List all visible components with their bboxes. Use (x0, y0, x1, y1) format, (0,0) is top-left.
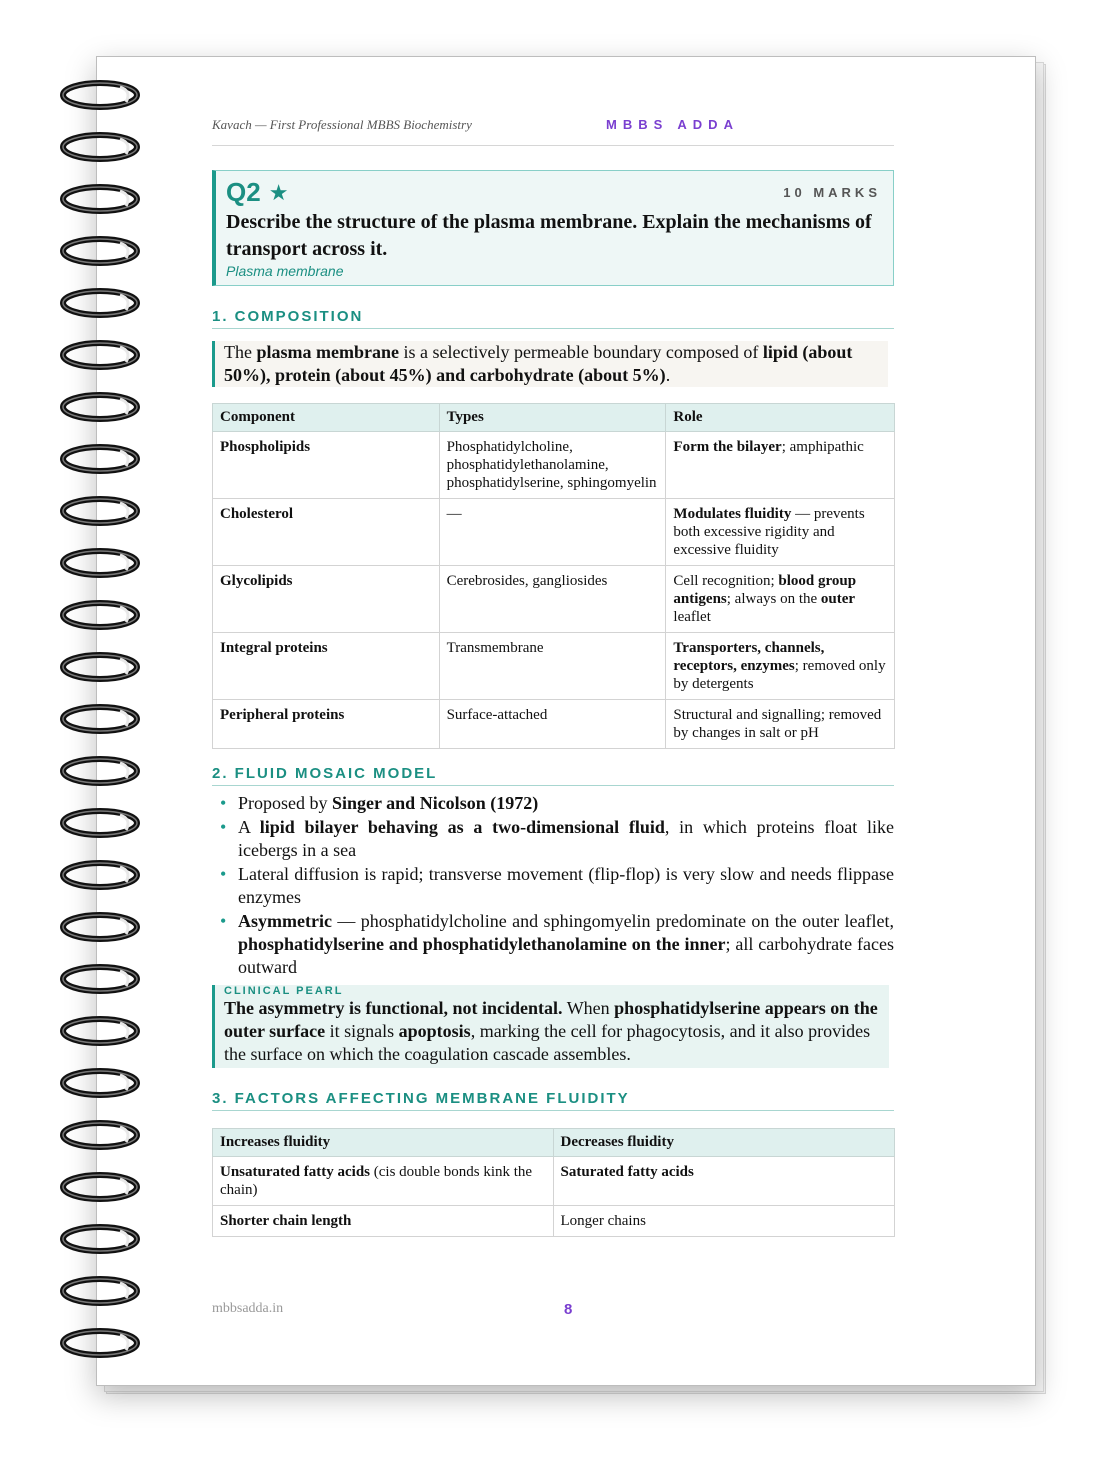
binding-ring-icon (60, 130, 140, 160)
table-row (213, 499, 895, 566)
role-cell (666, 700, 895, 749)
role-text: blood group antigens (673, 573, 857, 607)
types-cell: Cerebrosides, gangliosides (439, 566, 666, 633)
role-text: ; always on the (726, 591, 821, 607)
fluidity-table (212, 1128, 895, 1237)
lead-text: is a selectively permeable boundary composed of (398, 342, 763, 362)
role-cell (666, 432, 895, 499)
binding-ring-icon (60, 286, 140, 316)
page-footer (212, 1301, 894, 1318)
binding-ring-icon (60, 1326, 140, 1356)
component-name: Cholesterol (220, 506, 294, 522)
list-item (212, 816, 894, 862)
composition-table (212, 403, 895, 749)
role-text: Transporters, channels, receptors, enzymes (673, 640, 825, 674)
section-heading-fluid-mosaic: 2. FLUID MOSAIC MODEL (212, 765, 894, 786)
table-row (213, 566, 895, 633)
increases-cell (213, 1157, 554, 1206)
lead-text: The (224, 342, 257, 362)
binding-ring-icon (60, 702, 140, 732)
list-item (212, 792, 894, 815)
binding-ring-icon (60, 650, 140, 680)
types-cell: Surface-attached (439, 700, 666, 749)
running-title: Kavach — First Professional MBBS Biochemistry (212, 117, 472, 132)
decreases-cell (553, 1157, 894, 1206)
cell-bold: Saturated fatty acids (560, 1164, 694, 1180)
types-cell: Transmembrane (439, 633, 666, 700)
role-text: ; amphipathic (781, 439, 864, 455)
component-cell (213, 566, 440, 633)
cell-text: Longer chains (560, 1213, 646, 1229)
section-heading-composition: 1. COMPOSITION (212, 308, 894, 329)
role-text: — prevents both excessive rigidity and excessive fluidity (673, 506, 865, 558)
running-header (212, 117, 894, 146)
component-cell (213, 432, 440, 499)
table-row (213, 1206, 895, 1237)
binding-ring-icon (60, 390, 140, 420)
table-row (213, 633, 895, 700)
table-row (213, 700, 895, 749)
page-number: 8 (564, 1301, 573, 1318)
role-text: leaflet (673, 609, 711, 625)
table-header-row (213, 1129, 895, 1157)
bullet-icon: • (220, 911, 227, 931)
role-text: Form the bilayer (673, 439, 782, 455)
question-box (212, 170, 894, 286)
binding-ring-icon (60, 182, 140, 212)
footer-site: mbbsadda.in (212, 1301, 284, 1316)
binding-ring-icon (60, 1274, 140, 1304)
fluid-mosaic-list (212, 792, 894, 979)
binding-ring-icon (60, 754, 140, 784)
brand-name: MBBS ADDA (606, 117, 739, 132)
binding-ring-icon (60, 1014, 140, 1044)
bullet-text: Lateral diffusion is rapid; transverse movement (flip-flop) is very slow and needs flippase enzymes (238, 864, 894, 907)
component-name: Phospholipids (220, 439, 311, 455)
page-content (212, 117, 894, 1237)
clinical-pearl-text (224, 997, 885, 1066)
binding-ring-icon (60, 494, 140, 524)
table-header-row (213, 404, 895, 432)
lead-bold: lipid (about 50%), protein (about 45%) and carbohydrate (about 5%) (224, 342, 853, 385)
binding-ring-icon (60, 1118, 140, 1148)
binding-ring-icon (60, 546, 140, 576)
bullet-text: Proposed by (238, 793, 332, 813)
binding-ring-icon (60, 234, 140, 264)
role-text: Modulates fluidity (673, 506, 792, 522)
bullet-icon: • (220, 817, 227, 837)
bullet-text: phosphatidylserine and phosphatidylethanolamine on the inner (238, 934, 726, 954)
pearl-bold: phosphatidylserine appears on the outer surface (224, 998, 878, 1041)
binding-ring-icon (60, 338, 140, 368)
list-item (212, 910, 894, 979)
pearl-bold: The asymmetry is functional, not incidental. (224, 998, 563, 1018)
column-header: Types (439, 404, 666, 432)
pearl-bold: apoptosis (398, 1021, 471, 1041)
role-text: Structural and signalling; removed by changes in salt or pH (673, 707, 882, 741)
composition-lead (212, 341, 888, 387)
role-text: ; removed only by detergents (673, 658, 886, 692)
clinical-pearl-title: CLINICAL PEARL (224, 985, 344, 997)
column-header: Increases fluidity (213, 1129, 554, 1157)
question-marks: 10 MARKS (783, 185, 881, 200)
pearl-text: it signals (325, 1021, 399, 1041)
binding-ring-icon (60, 910, 140, 940)
bullet-icon: • (220, 793, 227, 813)
column-header: Component (213, 404, 440, 432)
bullet-text: Singer and Nicolson (1972) (332, 793, 539, 813)
section-heading-fluidity: 3. FACTORS AFFECTING MEMBRANE FLUIDITY (212, 1090, 894, 1111)
bullet-text: Asymmetric (238, 911, 332, 931)
decreases-cell (553, 1206, 894, 1237)
role-cell (666, 499, 895, 566)
role-text: outer (820, 591, 856, 607)
bullet-text: , in which proteins float like icebergs in a sea (238, 817, 894, 860)
binding-ring-icon (60, 1170, 140, 1200)
binding-ring-icon (60, 442, 140, 472)
pearl-text: , marking the cell for phagocytosis, and it also provides the surface on which the coagulation cascade assembles. (224, 1021, 871, 1064)
pearl-text: When (562, 998, 615, 1018)
star-icon: ★ (268, 179, 289, 205)
binding-ring-icon (60, 1066, 140, 1096)
role-cell (666, 633, 895, 700)
binding-ring-icon (60, 78, 140, 108)
table-row (213, 1157, 895, 1206)
bullet-text: A (238, 817, 260, 837)
spiral-binding (60, 78, 150, 1378)
clinical-pearl (212, 985, 889, 1068)
column-header: Role (666, 404, 895, 432)
bullet-text: — phosphatidylcholine and sphingomyelin predominate on the outer leaflet, (331, 911, 894, 931)
lead-text: . (665, 365, 671, 385)
component-name: Glycolipids (220, 573, 293, 589)
component-cell (213, 633, 440, 700)
component-cell (213, 700, 440, 749)
table-row (213, 432, 895, 499)
component-name: Integral proteins (220, 640, 328, 656)
question-text: Describe the structure of the plasma membrane. Explain the mechanisms of transport across it. (226, 211, 872, 260)
component-cell (213, 499, 440, 566)
binding-ring-icon (60, 806, 140, 836)
bullet-text: ; all carbohydrate faces outward (238, 934, 895, 977)
question-topic: Plasma membrane (226, 263, 344, 279)
cell-text: (cis double bonds kink the chain) (220, 1164, 533, 1198)
role-text: Cell recognition; (673, 573, 779, 589)
lead-bold: plasma membrane (256, 342, 399, 362)
types-cell: — (439, 499, 666, 566)
binding-ring-icon (60, 962, 140, 992)
binding-ring-icon (60, 1222, 140, 1252)
list-item (212, 863, 894, 909)
cell-bold: Unsaturated fatty acids (220, 1164, 370, 1180)
component-name: Peripheral proteins (220, 707, 345, 723)
role-cell (666, 566, 895, 633)
types-cell: Phosphatidylcholine, phosphatidylethanolamine, phosphatidylserine, sphingomyelin (439, 432, 666, 499)
binding-ring-icon (60, 598, 140, 628)
notebook-page (96, 56, 1036, 1386)
binding-ring-icon (60, 858, 140, 888)
bullet-icon: • (220, 864, 227, 884)
bullet-text: lipid bilayer behaving as a two-dimensional fluid (259, 817, 665, 837)
question-number: Q2 (226, 177, 261, 207)
column-header: Decreases fluidity (553, 1129, 894, 1157)
cell-bold: Shorter chain length (220, 1213, 352, 1229)
increases-cell (213, 1206, 554, 1237)
